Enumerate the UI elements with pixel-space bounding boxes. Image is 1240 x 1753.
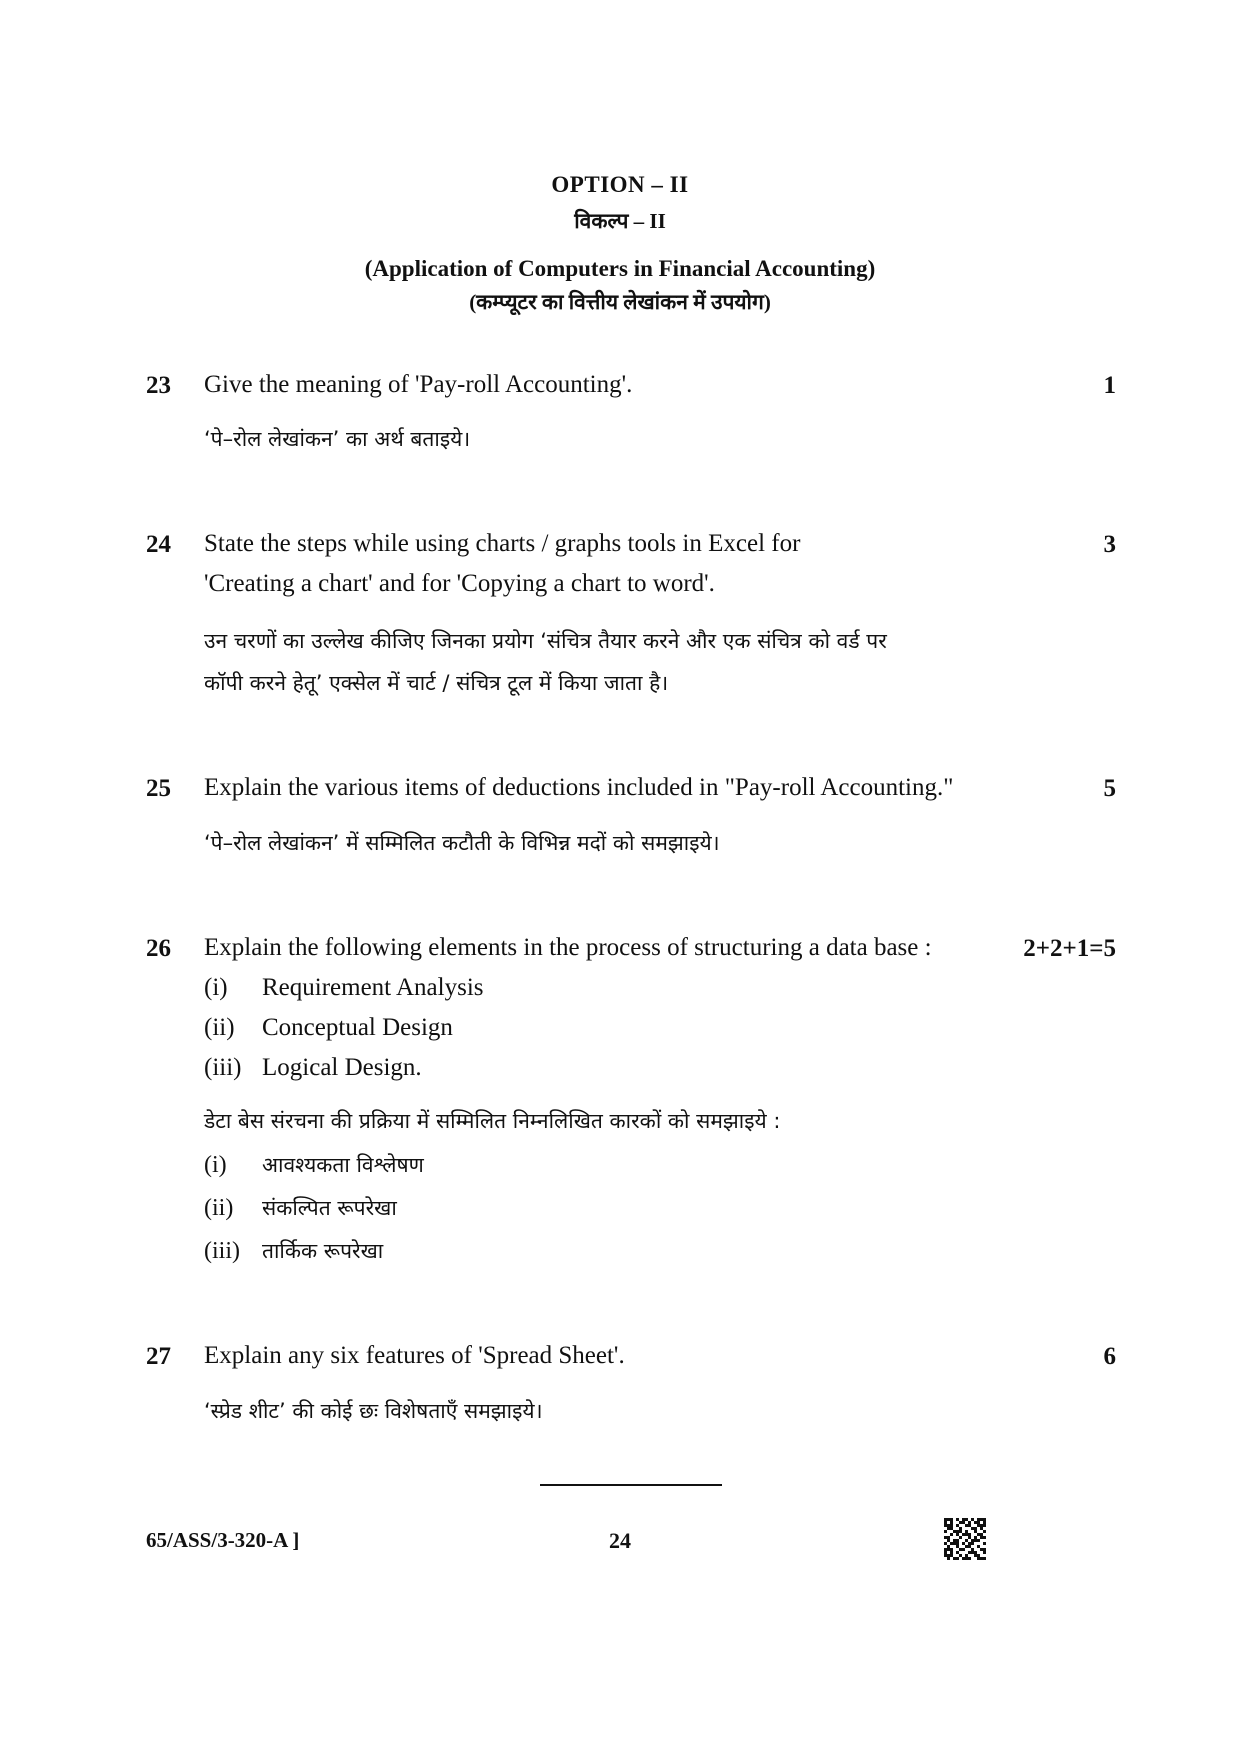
sub-item bbox=[204, 1008, 453, 1048]
sub-item-number: (i) bbox=[204, 974, 228, 1001]
question-number: 26 bbox=[146, 935, 171, 962]
paper-code: 65/ASS/3-320-A ] bbox=[146, 1528, 300, 1552]
sub-item-number: (i) bbox=[204, 1152, 227, 1178]
question-number: 25 bbox=[146, 775, 171, 802]
question-text-hindi: डेटा बेस संरचना की प्रक्रिया में सम्मिलित निम्नलिखित कारकों को समझाइये : bbox=[204, 1109, 781, 1133]
sub-item-text: Requirement Analysis bbox=[262, 974, 484, 1001]
sub-item-text: आवश्यकता विश्लेषण bbox=[262, 1153, 424, 1177]
question-text-hindi: ‘स्प्रेड शीट’ की कोई छः विशेषताएँ समझाइये। bbox=[204, 1399, 543, 1423]
section-subtitle: (Application of Computers in Financial Accounting) bbox=[364, 256, 876, 281]
question-number: 24 bbox=[146, 531, 171, 558]
option-heading-hindi: विकल्प – II bbox=[574, 209, 666, 233]
page-number: 24 bbox=[609, 1528, 631, 1553]
question-text-line-1: State the steps while using charts / graphs tools in Excel for bbox=[204, 530, 801, 557]
question-marks: 6 bbox=[1103, 1343, 1116, 1370]
sub-item-hindi bbox=[204, 1187, 397, 1229]
sub-item-number: (iii) bbox=[204, 1054, 242, 1081]
end-divider bbox=[540, 1484, 722, 1486]
sub-item-hindi bbox=[204, 1144, 424, 1186]
question-text-hindi: ‘पे–रोल लेखांकन’ का अर्थ बताइये। bbox=[204, 427, 471, 451]
sub-item-number: (iii) bbox=[204, 1238, 240, 1264]
sub-item-text: संकल्पित रूपरेखा bbox=[262, 1196, 397, 1220]
sub-item-hindi bbox=[204, 1230, 383, 1272]
question-text: Explain the following elements in the process of structuring a data base : bbox=[204, 934, 932, 961]
question-marks: 2+2+1=5 bbox=[1023, 935, 1116, 962]
question-text-line-2: 'Creating a chart' and for 'Copying a chart to word'. bbox=[204, 570, 715, 597]
option-heading: OPTION – II bbox=[551, 172, 689, 197]
section-subtitle-hindi: (कम्प्यूटर का वित्तीय लेखांकन में उपयोग) bbox=[469, 290, 771, 314]
sub-item-text: तार्किक रूपरेखा bbox=[262, 1239, 384, 1263]
sub-item-number: (ii) bbox=[204, 1195, 234, 1221]
question-marks: 3 bbox=[1103, 531, 1116, 558]
sub-item-text: Conceptual Design bbox=[262, 1014, 453, 1041]
sub-item bbox=[204, 968, 484, 1008]
question-text-hindi-line-2: कॉपी करने हेतू’ एक्सेल में चार्ट / संचित्र टूल में किया जाता है। bbox=[204, 671, 669, 695]
qr-code-icon bbox=[944, 1518, 986, 1560]
sub-item-text: Logical Design. bbox=[262, 1054, 422, 1081]
question-text-hindi-line-1: उन चरणों का उल्लेख कीजिए जिनका प्रयोग ‘संचित्र तैयार करने और एक संचित्र को वर्ड पर bbox=[204, 629, 887, 653]
sub-item-number: (ii) bbox=[204, 1014, 235, 1041]
question-number: 27 bbox=[146, 1343, 171, 1370]
question-text: Give the meaning of 'Pay-roll Accounting'. bbox=[204, 371, 633, 398]
question-number: 23 bbox=[146, 372, 171, 399]
sub-item bbox=[204, 1048, 422, 1088]
question-text: Explain any six features of 'Spread Sheet'. bbox=[204, 1342, 625, 1369]
question-text-hindi: ‘पे–रोल लेखांकन’ में सम्मिलित कटौती के विभिन्न मदों को समझाइये। bbox=[204, 831, 720, 855]
question-marks: 1 bbox=[1103, 372, 1116, 399]
question-text: Explain the various items of deductions included in "Pay-roll Accounting." bbox=[204, 774, 954, 801]
question-marks: 5 bbox=[1103, 775, 1116, 802]
